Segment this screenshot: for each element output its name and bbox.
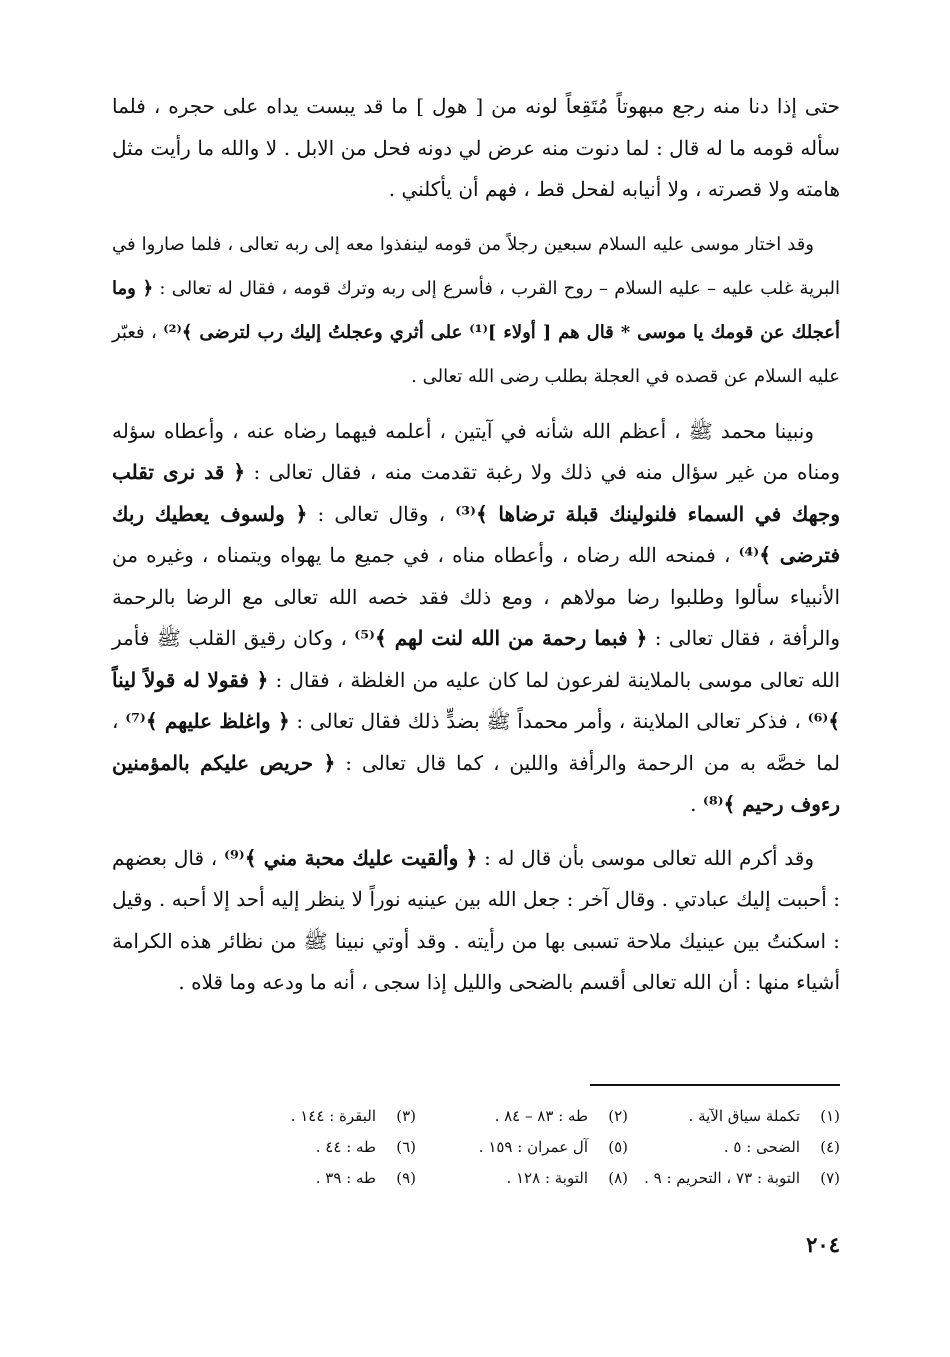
paragraph-text: ، قال بعضهم : أحببت إليك عبادتي . وقال آخر : جعل الله بين عينيه نوراً لا ينظر إليه أحد إلا أحبه . وقيل : اسكنتُ بين عينيك ملاحة تسبى بها من رأيته . وقد أوتي نبينا ﷺ من نظائر هذه الكرامة أشياء منها : أن الله تعالى أقسم بالضحى والليل إذا سجى ، أنه ما ودعه وما قلاه . — [112, 845, 840, 994]
footnote — [416, 1107, 628, 1125]
footnote-number: (٥) — [608, 1137, 628, 1156]
footnote-number: (٩) — [396, 1168, 416, 1187]
footnote — [204, 1107, 416, 1125]
quran-quote: ﴿ وألقيت عليك محبة مني ﴾⁽⁹⁾ — [224, 845, 478, 870]
footnote-text: البقرة : ١٤٤ . — [290, 1106, 376, 1125]
footnote-number: (٢) — [608, 1106, 628, 1125]
footnote — [416, 1169, 628, 1187]
paragraph-4 — [112, 838, 840, 1004]
footnote-row — [190, 1162, 840, 1193]
paragraph-text: وقد أكرم الله تعالى موسى بأن قال له : — [477, 845, 814, 870]
footnote — [204, 1138, 416, 1156]
paragraph-text: . — [690, 792, 703, 816]
footnote-number: (١) — [820, 1106, 840, 1125]
footnote-text: طه : ٨٣ – ٨٤ . — [494, 1106, 588, 1125]
paragraph-text: ، وكان رقيق القلب ﷺ فأمر الله تعالى موسى بالملاينة لفرعون لما كان عليه من الغلظة ، فقال : — [112, 626, 841, 692]
paragraph-text: ونبينا محمد ﷺ ، أعظم الله شأنه في آيتين ، أعلمه فيهما رضاه عنه ، وأعطاه سؤله ومناه من غير سؤال منه في ذلك ولا رغبة تقدمت منه ، فقال تعالى : — [112, 418, 840, 484]
footnote-number: (٤) — [820, 1137, 840, 1156]
quran-quote: ﴿ واغلظ عليهم ﴾⁽⁷⁾ — [125, 709, 290, 733]
footnotes — [190, 1100, 840, 1193]
footnote-row — [190, 1131, 840, 1162]
quran-quote: ﴿ فبما رحمة من الله لنت لهم ﴾⁽⁵⁾ — [354, 626, 648, 650]
quran-quote: ﴿ حريص عليكم بالمؤمنين رءوف رحيم ﴾⁽⁸⁾ — [112, 750, 840, 816]
quran-quote: ﴿ ولسوف يعطيك ربك فترضى ﴾⁽⁴⁾ — [112, 501, 841, 567]
footnote-text: طه : ٣٩ . — [315, 1168, 376, 1187]
footnote-text: الضحى : ٥ . — [723, 1137, 800, 1156]
footnote — [204, 1169, 416, 1187]
quran-quote: ﴿ قد نرى تقلب وجهك في السماء فلنولينك قبلة ترضاها ﴾⁽³⁾ — [112, 460, 840, 526]
main-text — [112, 86, 840, 1004]
footnote — [628, 1138, 840, 1156]
footnote-text: تكملة سياق الآية . — [688, 1106, 800, 1125]
paragraph-text: ، فذكر تعالى الملاينة ، وأمر محمداً ﷺ بضدٍّ ذلك فقال تعالى : — [289, 709, 808, 733]
paragraph-3 — [112, 411, 840, 826]
paragraph-text: حتى إذا دنا منه رجع مبهوتاً مُتَقِعاً لونه من [ هول ] ما قد يبست يداه على حجره ، فلما سأله قومه ما له قال : لما دنوت منه عرض لي دونه فحل من الابل . لا والله ما رأيت مثل هامته ولا قصرته ، ولا أنيابه لفحل قط ، فهم أن يأكلني . — [112, 94, 841, 201]
paragraph-text: ، فعبّر عليه السلام عن قصده في العجلة بطلب رضى الله تعالى . — [112, 321, 840, 387]
footnote-text: طه : ٤٤ . — [315, 1137, 376, 1156]
footnote — [416, 1138, 628, 1156]
paragraph-1 — [112, 86, 840, 211]
paragraph-text: وقد اختار موسى عليه السلام سبعين رجلاً من قومه لينفذوا معه إلى ربه تعالى ، فلما صاروا في البرية غلب عليه – عليه السلام – روح القرب ، فأسرع إلى ربه وترك قومه ، فقال له تعالى : — [112, 233, 840, 299]
footnote — [628, 1107, 840, 1125]
footnote — [628, 1169, 840, 1187]
footnote-number: (٧) — [820, 1168, 840, 1187]
paragraph-text: ، فمنحه الله رضاه ، وأعطاه مناه ، في جميع ما يهواه ويتمناه ، وغيره من الأنبياء سألوا وطلبوا رضا مولاهم ، ومع ذلك فقد خصه الله تعالى مع الرضا بالرحمة والرأفة ، فقال تعالى : — [112, 543, 841, 650]
paragraph-text: ، وقال تعالى : — [307, 501, 456, 526]
footnote-number: (٣) — [396, 1106, 416, 1125]
footnote-divider — [590, 1084, 840, 1086]
paragraph-2 — [112, 223, 840, 399]
footnote-number: (٨) — [608, 1168, 628, 1187]
footnote-number: (٦) — [396, 1137, 416, 1156]
page-number: ٢٠٤ — [806, 1232, 840, 1257]
paragraph-text: ، لما خصَّه به من الرحمة والرأفة واللين ، كما قال تعالى : — [112, 709, 840, 775]
quran-quote: ﴿ وما أعجلك عن قومك يا موسى * قال هم [ أولاء ]⁽¹⁾ على أثري وعجلتُ إليك رب لترضى ﴾⁽²⁾ — [112, 277, 841, 343]
footnote-row — [190, 1100, 840, 1131]
footnote-text: التوبة : ٧٣ ، التحريم : ٩ . — [644, 1168, 800, 1187]
quran-quote: ﴿ فقولا له قولاً ليناً ﴾⁽⁶⁾ — [112, 667, 841, 733]
footnote-text: آل عمران : ١٥٩ . — [478, 1137, 588, 1156]
footnote-text: التوبة : ١٢٨ . — [506, 1168, 588, 1187]
